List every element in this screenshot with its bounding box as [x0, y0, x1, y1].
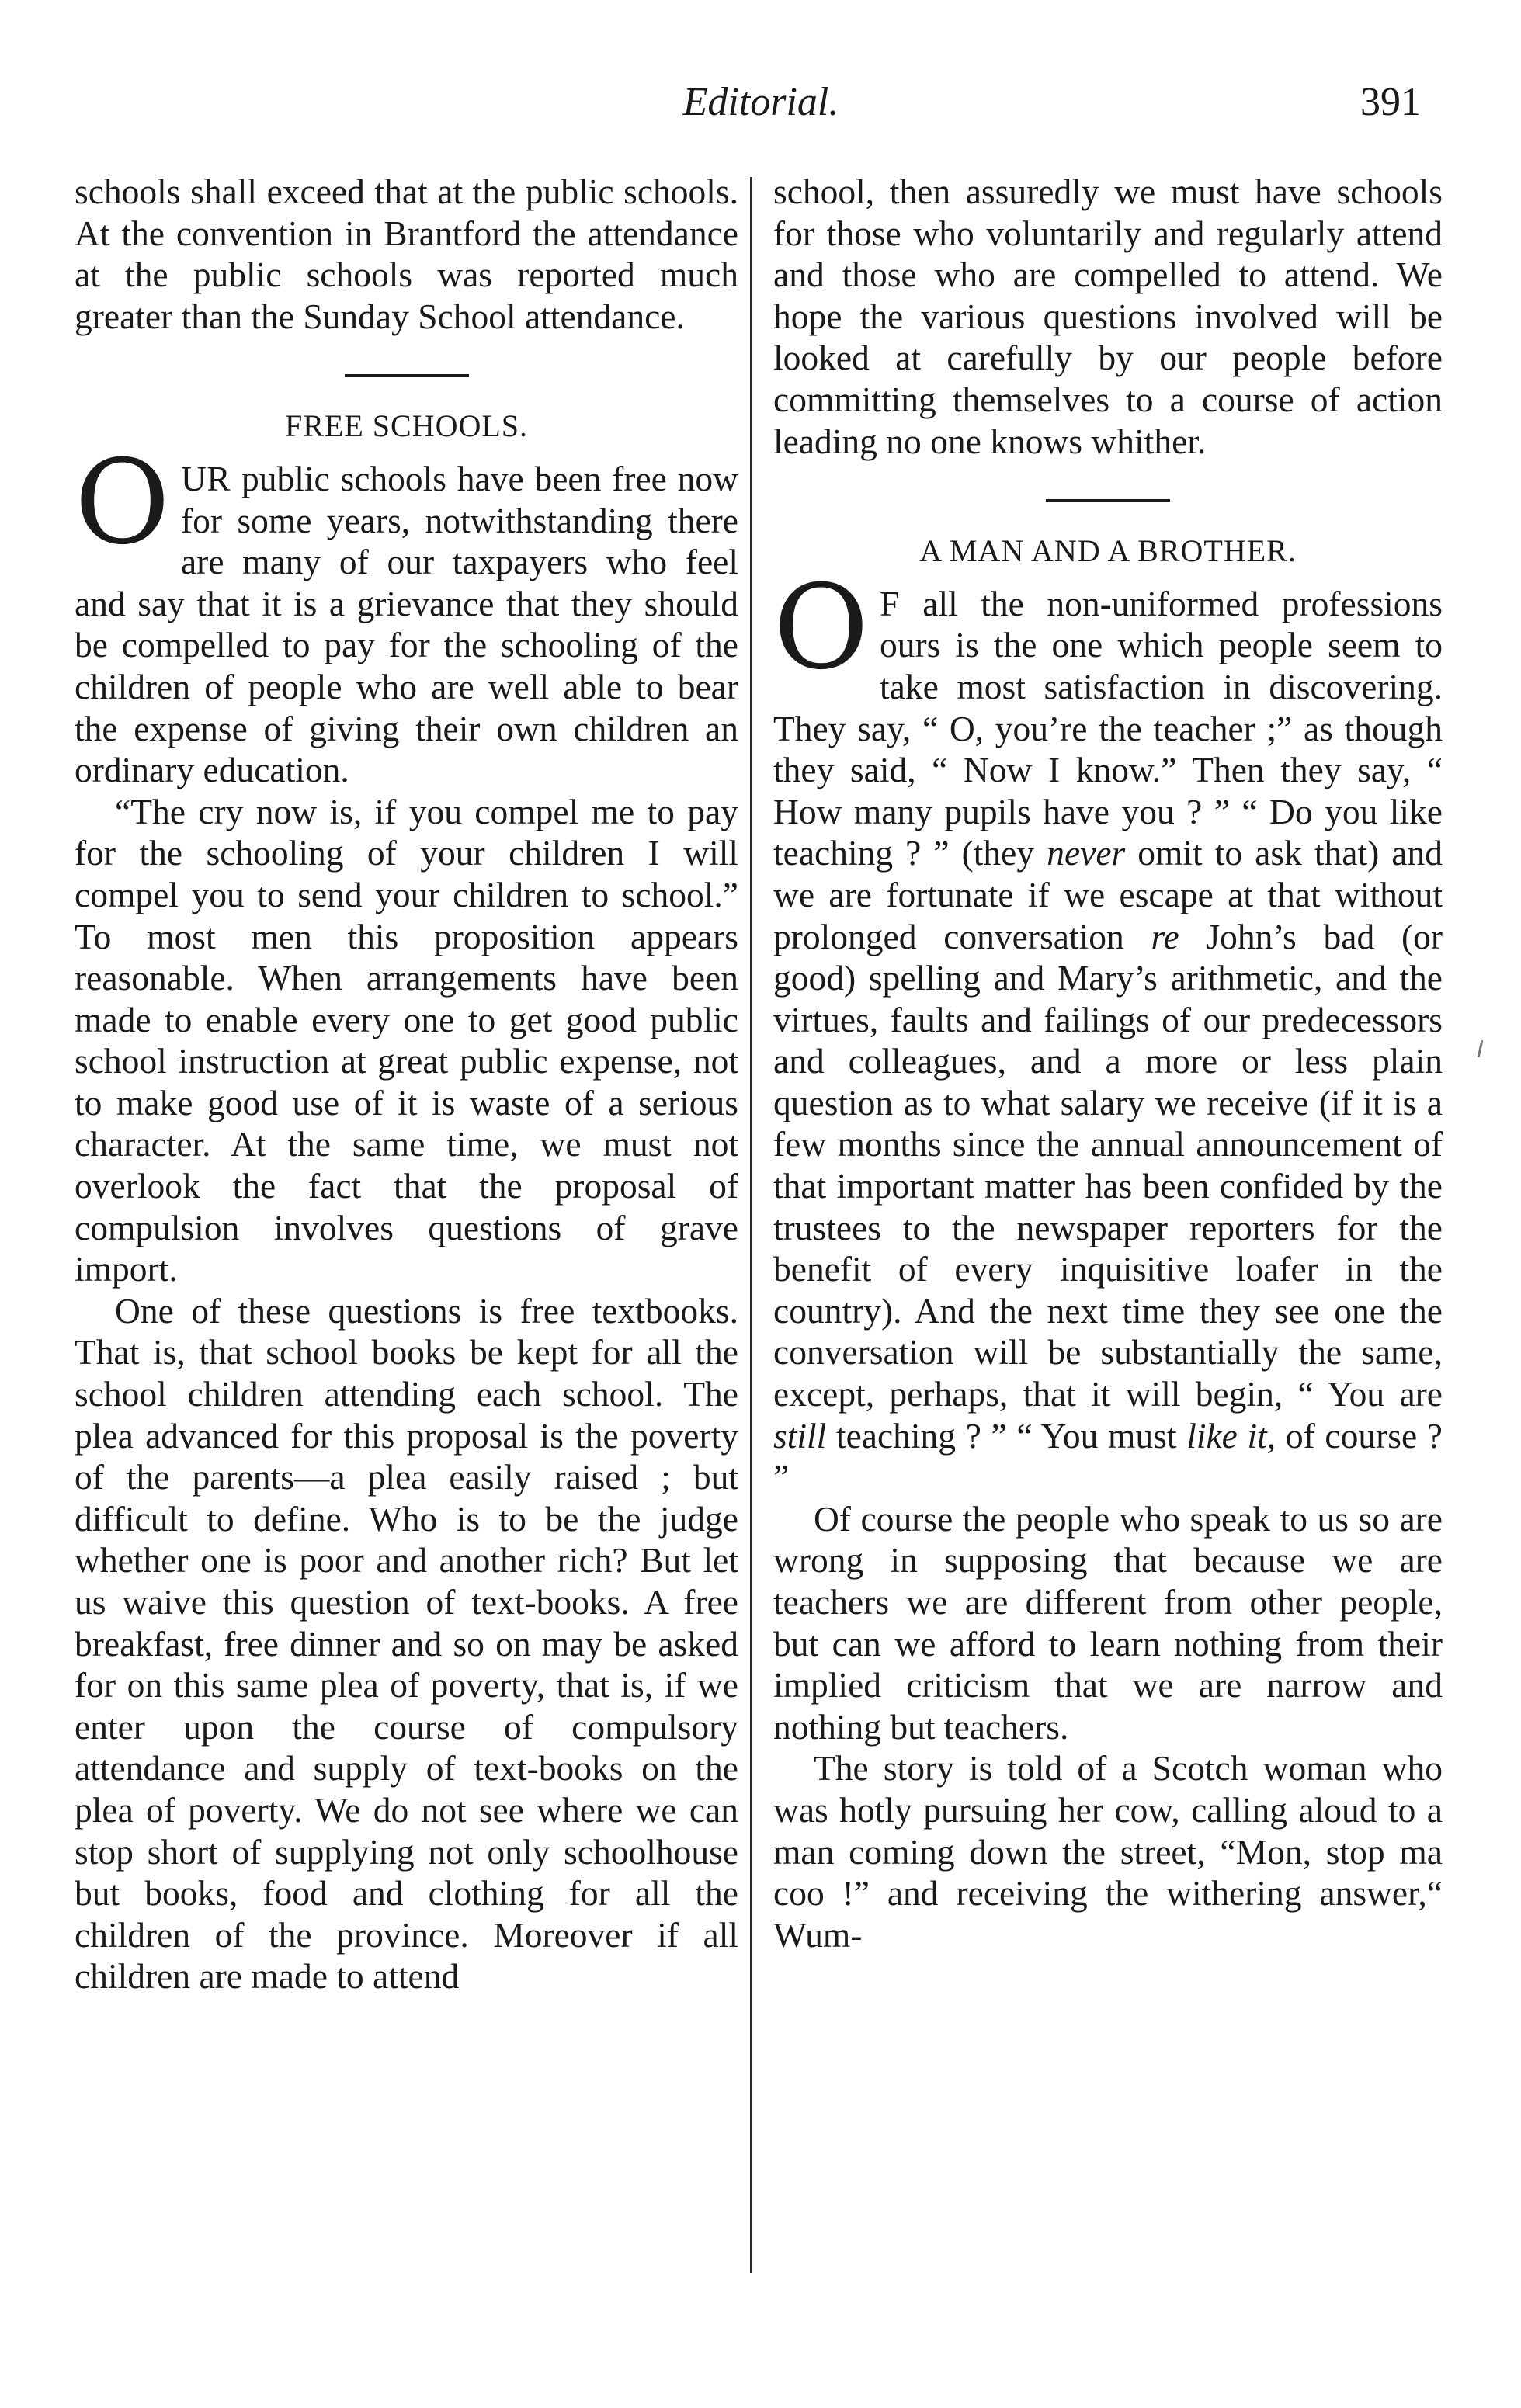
- section-divider-rule: [1046, 499, 1170, 502]
- drop-cap-continuation: F: [879, 583, 900, 623]
- page-header: [78, 71, 1444, 141]
- italic-text: never: [1047, 833, 1126, 873]
- paragraph-free-schools-1: [75, 435, 738, 791]
- italic-text: re: [1151, 916, 1179, 956]
- paragraph-text: teaching ? ” “ You must: [826, 1415, 1187, 1456]
- page-number: 391: [1360, 80, 1421, 124]
- paragraph-text: public schools have been free now for some years, notwithstanding there are many of our taxpayers who feel and say that it is a grievance that they should be compelled to pay for the schooling of the children of people who are well able to bear the expense of giving their own children an ordinary education.: [75, 458, 738, 790]
- paragraph-free-schools-3: One of these questions is free textbooks. That is, that school books be kept for all the school children attending each school. The plea advanced for this proposal is the poverty of the parents—a plea easily raised ; but difficult to define. Who is to be the judge whether one is poor and another rich? But let us waive this question of text-books. A free breakfast, free dinner and so on may be asked for on this same plea of poverty, that is, if we enter upon the course of compulsory attendance and supply of text-books on the plea of poverty. We do not see where we can stop short of supplying not only schoolhouse but books, food and clothing for all the children of the province. Moreover if all children are made to attend: [75, 1290, 738, 1997]
- paragraph-text: omit to ask that) and we are fortunate if we escape at that without prolonged conversation: [773, 833, 1443, 956]
- drop-cap: O: [773, 560, 869, 696]
- paragraph-text: all the non-uniformed professions ours is the one which people seem to take most satisfaction in discovering. They say, “ O, you’re the teacher ;” as though they said, “ Now I know.” Then they say, “ How many pupils have you ? ” “ Do you like teaching ? ” (they: [773, 583, 1443, 873]
- paragraph-man-brother-2: Of course the people who speak to us so are wrong in supposing that because we are teachers we are different from other people, but can we afford to learn nothing from their implied criticism that we are narrow and nothing but teachers.: [773, 1498, 1443, 1747]
- italic-text: like it,: [1186, 1415, 1276, 1456]
- drop-cap: O: [75, 435, 170, 571]
- drop-cap-continuation: UR: [180, 458, 231, 498]
- section-divider-rule: [345, 374, 469, 377]
- margin-mark: [1478, 1040, 1484, 1057]
- paragraph-text: of course ? ”: [773, 1415, 1443, 1497]
- column-divider: [750, 177, 752, 2273]
- paragraph-free-schools-2: “The cry now is, if you compel me to pay for the schooling of your children I will compel you to send your children to school.” To most men this proposition appears reasonable. When arrangements have been made to enable every one to get good public school instruction at great public expense, not to make good use of it is waste of a serious character. At the same time, we must not overlook the fact that the proposal of compulsion involves questions of grave import.: [75, 791, 738, 1289]
- paragraph-man-brother-3: The story is told of a Scotch woman who was hotly pursuing her cow, calling aloud to a man coming down the street, “Mon, stop ma coo !” and receiving the withering answer,“ Wum-: [773, 1748, 1443, 1955]
- paragraph-man-brother-1: [773, 560, 1443, 1498]
- section-heading-man-and-brother: A MAN AND A BROTHER.: [919, 533, 1297, 569]
- paragraph-free-schools-4: school, then assuredly we must have schools for those who voluntarily and regularly attend and those who are compelled to attend. We hope the various questions involved will be looked at carefully by our people before committing themselves to a course of action leading no one knows whither.: [773, 172, 1443, 461]
- right-column: [773, 171, 1443, 1955]
- paragraph-text: John’s bad (or good) spelling and Mary’s arithmetic, and the virtues, faults and failings of our predecessors and colleagues, and a more or less plain question as to what salary we receive (if it is a few months since the annual announcement of that important matter has been confided by the trustees to the newspaper reporters for the benefit of every inquisitive loafer in the country). And the next time they see one the conversation will be substantially the same, except, perhaps, that it will begin, “ You are: [773, 916, 1443, 1414]
- section-heading-free-schools: FREE SCHOOLS.: [284, 408, 529, 444]
- paragraph-continuation: schools shall exceed that at the public schools. At the convention in Brantford the attendance at the public schools was reported much greater than the Sunday School attendance.: [75, 172, 738, 336]
- left-column: [75, 171, 738, 1997]
- running-title: Editorial.: [682, 80, 839, 124]
- italic-text: still: [773, 1415, 827, 1456]
